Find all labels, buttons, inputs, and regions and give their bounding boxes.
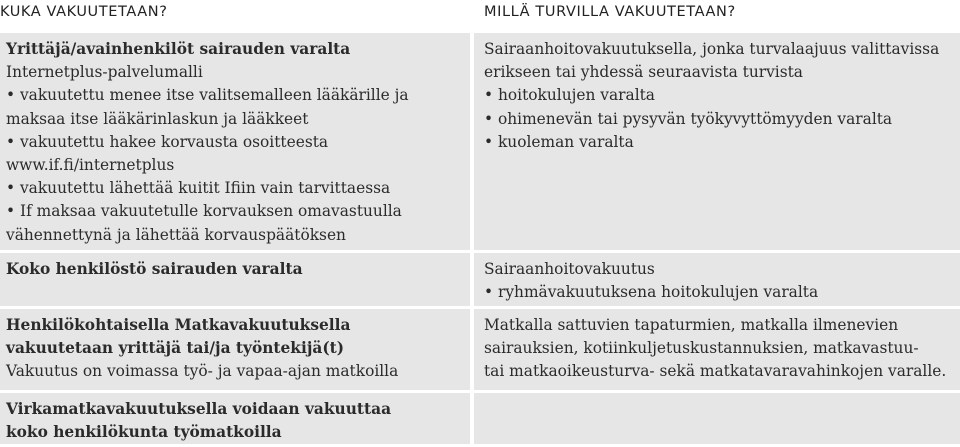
cell-whole-staff [0, 251, 472, 307]
coverage-text: Sairaanhoitovakuutus [484, 259, 655, 278]
coverage-text: Sairaanhoitovakuutuksella, jonka turvalaajuus valittavissa [484, 40, 940, 58]
table-row [0, 307, 960, 391]
row-title: Koko henkilöstö sairauden varalta [6, 259, 303, 278]
insurance-table [0, 33, 960, 447]
coverage-text: tai matkaoikeusturva- sekä matkatavaravahinkojen varalle. [484, 361, 947, 380]
cell-business-travel [0, 391, 472, 445]
bullet-item: • vakuutettu hakee korvausta osoitteesta [6, 131, 462, 154]
cell-travel-personal [0, 307, 472, 391]
bullet-continuation: vähennettynä ja lähettää korvauspäätöksen [6, 225, 346, 244]
bullet-continuation: www.if.fi/internetplus [6, 156, 175, 175]
cell-empty [472, 391, 960, 445]
row-subtitle: Internetplus-palvelumalli [6, 63, 203, 82]
bullet-item: • kuoleman varalta [484, 131, 952, 154]
row-title: vakuutetaan yrittäjä tai/ja työntekijä(t) [6, 338, 345, 357]
coverage-text: Matkalla sattuvien tapaturmien, matkalla ilmenevien [484, 315, 899, 334]
table-row [0, 391, 960, 445]
coverage-text: erikseen tai yhdessä seuraavista turvista [484, 63, 803, 82]
row-title: Henkilökohtaisella Matkavakuutuksella [6, 315, 351, 334]
row-text: Vakuutus on voimassa työ- ja vapaa-ajan matkoilla [6, 361, 399, 380]
cell-group-coverage [472, 251, 960, 307]
coverage-text: sairauksien, kotiinkuljetuskustannuksien, matkavastuu- [484, 338, 919, 357]
row-title: koko henkilökunta työmatkoilla [6, 422, 282, 441]
column-header-who: KUKA VAKUUTETAAN? [0, 4, 168, 20]
table-row [0, 251, 960, 307]
bullet-continuation: maksaa itse lääkärinlaskun ja lääkkeet [6, 109, 309, 128]
cell-health-coverage [472, 33, 960, 251]
column-header-how: MILLÄ TURVILLA VAKUUTETAAN? [484, 4, 736, 20]
row-title: Yrittäjä/avainhenkilöt sairauden varalta [6, 40, 351, 58]
cell-entrepreneur [0, 33, 472, 251]
bullet-item: • vakuutettu menee itse valitsemalleen lääkärille ja [6, 84, 462, 107]
table-row [0, 33, 960, 251]
bullet-item: • ryhmävakuutuksena hoitokulujen varalta [484, 281, 952, 304]
cell-travel-coverage [472, 307, 960, 391]
bullet-item: • ohimenevän tai pysyvän työkyvyttömyyden varalta [484, 108, 952, 131]
bullet-item: • hoitokulujen varalta [484, 84, 952, 107]
bullet-item: • If maksaa vakuutetulle korvauksen omavastuulla [6, 200, 462, 223]
row-title: Virkamatkavakuutuksella voidaan vakuuttaa [6, 399, 392, 418]
bullet-item: • vakuutettu lähettää kuitit Ifiin vain tarvittaessa [6, 177, 462, 200]
